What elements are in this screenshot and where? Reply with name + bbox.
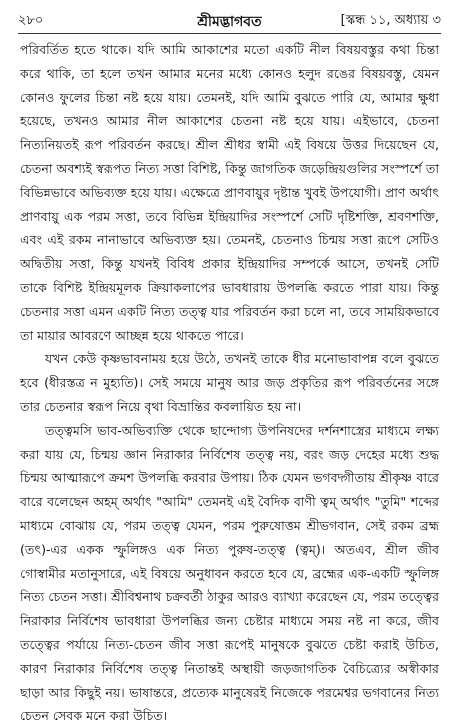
- body-text: [20, 38, 439, 728]
- running-title: শ্রীমদ্ভাগবত: [197, 14, 262, 30]
- page-header: [18, 8, 441, 30]
- paragraph-2: যখন কেউ কৃষ্ণভাবনাময় হয়ে উঠে, তখনই তাকে ধীর মনোভাবাপন্ন বলে বুঝতে হবে (ধীরস্তত্র ন মুহ্যতি)। সেই সময়ে মানুষ আর জড় প্রকৃতির রূপ পরিবর্তনের সঙ্গে তার চেতনার স্বরূপ নিয়ে বৃথা বিভ্রান্তির কবলায়িত হয় না।: [20, 351, 439, 414]
- header-divider: [18, 33, 441, 34]
- paragraph-1: পরিবর্তিত হতে থাকে। যদি আমি আকাশের মতো একটি নীল বিষয়বস্তুর কথা চিন্তা করে থাকি, তা হলে তখন আমার মনের মধ্যে কোনও হলুদ রঙের বিষয়বস্তু, যেমন কোনও ফুলের চিন্তা নষ্ট হয়ে যায়। তেমনই, যদি আমি বুঝতে পারি যে, আমার ক্ষুধা হয়েছে, তখনও আমার নীল আকাশের চেতনা নষ্ট হয়ে যায়। এইভাবে, চেতনা নিত্যনিয়তই রূপ পরিবর্তন করছে। শ্রীল শ্রীধর স্বামী এই বিষয়ে উত্তর দিয়েছেন যে, চেতনা অবশ্যই স্বরূপত নিত্য সত্তা বিশিষ্ট, কিন্তু জাগতিক জড়েন্দ্রিয়গুলির সংস্পর্শে তা বিভিন্নভাবে অভিব্যক্ত হয়ে যায়। এক্ষেত্রে প্রাণবায়ুর দৃষ্টান্ত খুবই উপযোগী। প্রাণ অর্থাৎ প্রাণবায়ু এক পরম সত্তা, তবে বিভিন্ন ইন্দ্রিয়াদির সংস্পর্শে সেটি দৃষ্টিশক্তি, শ্রবণশক্তি, এবং এই রকম নানাভাবে অভিব্যক্ত হয়। তেমনই, চেতনাও চিন্ময় সত্তা রূপে সেটিও অদ্বিতীয় সত্তা, কিন্তু যখনই বিবিধ প্রকার ইন্দ্রিয়াদির সম্পর্কে আসে, তখনই সেটি তাকে বিশিষ্ট ইন্দ্রিয়মূলক ক্রিয়াকলাপের ভাবধারায় উপলব্ধি করতে পারা যায়। কিন্তু চেতনার সত্তা এমন একটি নিত্য তত্ত্ব যার পরিবর্তন করা চলে না, তবে সাময়িকভাবে তা মায়ার আবরণে আচ্ছন্ন হয়ে থাকতে পারে।: [20, 42, 439, 343]
- paragraph-3: তত্ত্বমসি ভাব-অভিব্যক্তি থেকে ছান্দোগ্য উপনিষদের দর্শনশাস্ত্রের মাধ্যমে লক্ষ্য করা যায় যে, চিন্ময় জ্ঞান নিরাকার নির্বিশেষ তত্ত্ব নয়, বরং জড় দেহের মধ্যে শুদ্ধ চিন্ময় আত্মারূপে ক্রমশ উপলব্ধি করবার উপায়। ঠিক যেমন ভগবদ্গীতায় শ্রীকৃষ্ণ বারে বারে বলেছেন অহম্ অর্থাৎ "আমি" তেমনই এই বৈদিক বাণী ত্বম্ অর্থাৎ "তুমি" শব্দের মাধ্যমে বোঝায় যে, পরম তত্ত্ব যেমন, পরম পুরুষোত্তম শ্রীভগবান, সেই রকম ব্রহ্ম (তৎ)-এর একক স্ফুলিঙ্গও এক নিত্য পুরুষ-তত্ত্ব (ত্বম্)। অতএব, শ্রীল জীব গোস্বামীর মতানুসারে, এই বিষয়ে অনুধাবন করতে হবে যে, ব্রহ্মের এক-একটি স্ফুলিঙ্গ নিত্য চেতন সত্তা। শ্রীবিশ্বনাথ চক্রবর্তী ঠাকুর আরও ব্যাখ্যা করেছেন যে, পরম তত্ত্বের নিরাকার নির্বিশেষ ভাবধারা উপলব্ধির জন্য চেষ্টার মাধ্যমে সময় নষ্ট না করে, জীব তত্ত্বের পর্যায়ে নিত্য-চেতন জীব সত্তা রূপেই মানুষকে বুঝতে চেষ্টা করাই উচিত, কারণ নিরাকার নির্বিশেষ তত্ত্ব নিতান্তই অস্থায়ী জড়জাগতিক বৈচিত্র্যের অস্বীকার ছাড়া আর কিছুই নয়। ভাষান্তরে, প্রত্যেক মানুষেরই নিজেকে পরমেশ্বর ভগবানের নিত্য চেতন সেবক মনে করা উচিত।: [20, 422, 439, 724]
- page-number: ২৮০: [18, 13, 44, 28]
- chapter-reference: [স্কন্ধ ১১, অধ্যায় ৩: [340, 13, 441, 28]
